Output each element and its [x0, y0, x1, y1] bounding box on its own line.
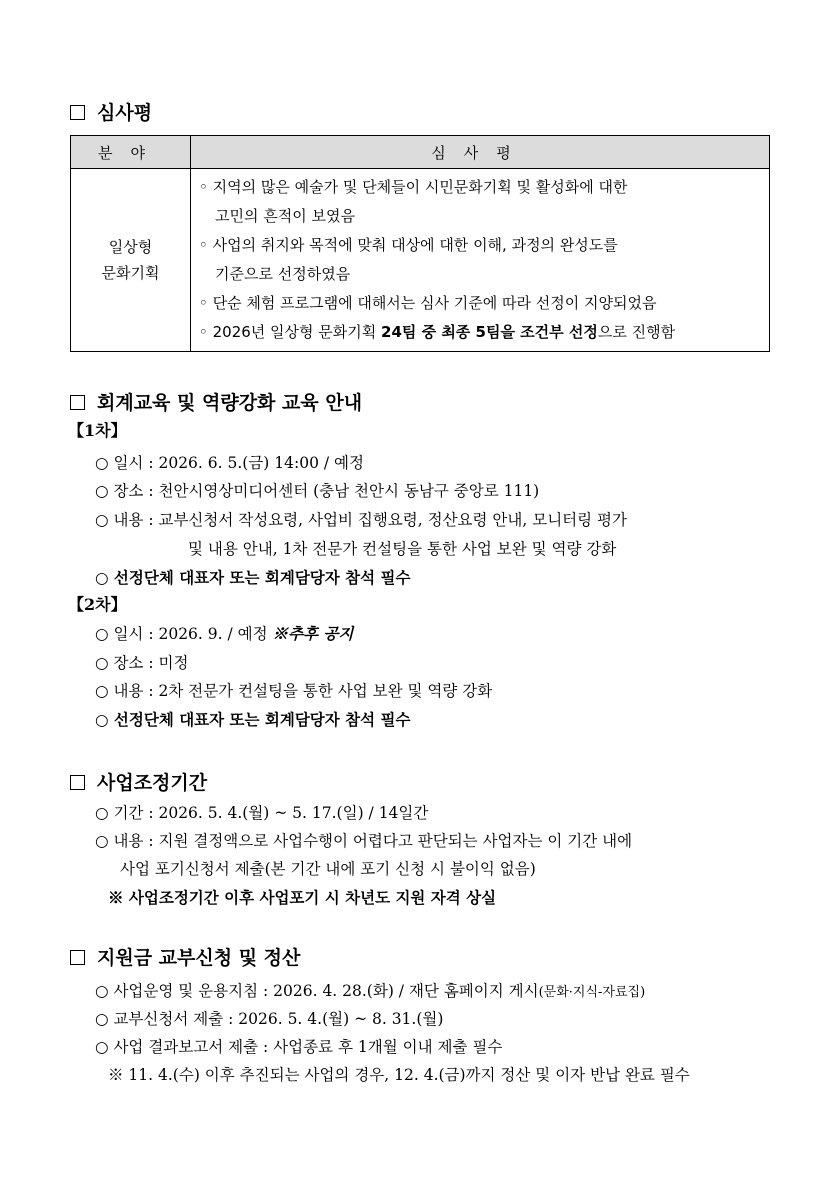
- adjustment-content: ○ 내용 : 지원 결정액으로 사업수행이 어렵다고 판단되는 사업자는 이 기간 내에: [95, 832, 633, 850]
- round-1-date: ○ 일시 : 2026. 6. 5.(금) 14:00 / 예정: [95, 454, 364, 472]
- review-table: [70, 135, 770, 352]
- round-1-required: ○ 선정단체 대표자 또는 회계담당자 참석 필수: [95, 568, 411, 587]
- section-title-adjustment: 사업조정기간: [70, 768, 207, 795]
- adjustment-period: ○ 기간 : 2026. 5. 4.(월) ~ 5. 17.(일) / 14일간: [95, 804, 429, 822]
- review-item: ◦ 2026년 일상형 문화기획 24팀 중 최종 5팀을 조건부 선정으로 진행함: [199, 323, 676, 341]
- review-item-continued: 기준으로 선정하였음: [215, 265, 351, 283]
- section-title-grant: 지원금 교부신청 및 정산: [70, 943, 300, 970]
- grant-report: ○ 사업 결과보고서 제출 : 사업종료 후 1개월 이내 제출 필수: [95, 1038, 503, 1056]
- round-2-required: ○ 선정단체 대표자 또는 회계담당자 참석 필수: [95, 710, 411, 729]
- notice-later: ※추후 공지: [272, 624, 354, 643]
- review-cell: [191, 169, 770, 352]
- grant-guide: ○ 사업운영 및 운용지침 : 2026. 4. 28.(화) / 재단 홈페이지 게시(문화·지식-자료집): [95, 982, 646, 1000]
- section-title-education: 회계교육 및 역량강화 교육 안내: [70, 388, 362, 415]
- adjustment-content-continued: 사업 포기신청서 제출(본 기간 내에 포기 신청 시 불이익 없음): [120, 860, 536, 878]
- round-2-place: ○ 장소 : 미정: [95, 654, 189, 672]
- round-1-place: ○ 장소 : 천안시영상미디어센터 (충남 천안시 동남구 중앙로 111): [95, 482, 540, 500]
- round-1-content-continued: 및 내용 안내, 1차 전문가 컨설팅을 통한 사업 보완 및 역량 강화: [188, 540, 617, 558]
- column-header-field: 분야: [71, 136, 191, 169]
- review-item: ◦ 사업의 취지와 목적에 맞춰 대상에 대한 이해, 과정의 완성도를: [199, 236, 618, 254]
- review-item-continued: 고민의 흔적이 보였음: [215, 207, 355, 225]
- section-title-review: 심사평: [70, 98, 152, 125]
- checkbox-square-icon: [70, 105, 85, 120]
- adjustment-note: ※ 사업조정기간 이후 사업포기 시 차년도 지원 자격 상실: [108, 888, 497, 907]
- round-2-content: ○ 내용 : 2차 전문가 컨설팅을 통한 사업 보완 및 역량 강화: [95, 682, 493, 700]
- round-2-label: 【2차】: [68, 595, 127, 614]
- checkbox-square-icon: [70, 950, 85, 965]
- round-1-label: 【1차】: [68, 421, 127, 440]
- round-1-content: ○ 내용 : 교부신청서 작성요령, 사업비 집행요령, 정산요령 안내, 모니터링 평가: [95, 511, 627, 529]
- field-cell: 일상형 문화기획: [71, 169, 191, 352]
- round-2-date: ○ 일시 : 2026. 9. / 예정 ※추후 공지: [95, 624, 354, 643]
- column-header-review: 심사평: [191, 136, 770, 169]
- review-item: ◦ 단순 체험 프로그램에 대해서는 심사 기준에 따라 선정이 지양되었음: [199, 294, 657, 312]
- grant-note: ※ 11. 4.(수) 이후 추진되는 사업의 경우, 12. 4.(금)까지 정산 및 이자 반납 완료 필수: [108, 1066, 690, 1084]
- review-item: ◦ 지역의 많은 예술가 및 단체들이 시민문화기획 및 활성화에 대한: [199, 178, 628, 196]
- checkbox-square-icon: [70, 395, 85, 410]
- grant-apply: ○ 교부신청서 제출 : 2026. 5. 4.(월) ~ 8. 31.(월): [95, 1010, 444, 1028]
- checkbox-square-icon: [70, 775, 85, 790]
